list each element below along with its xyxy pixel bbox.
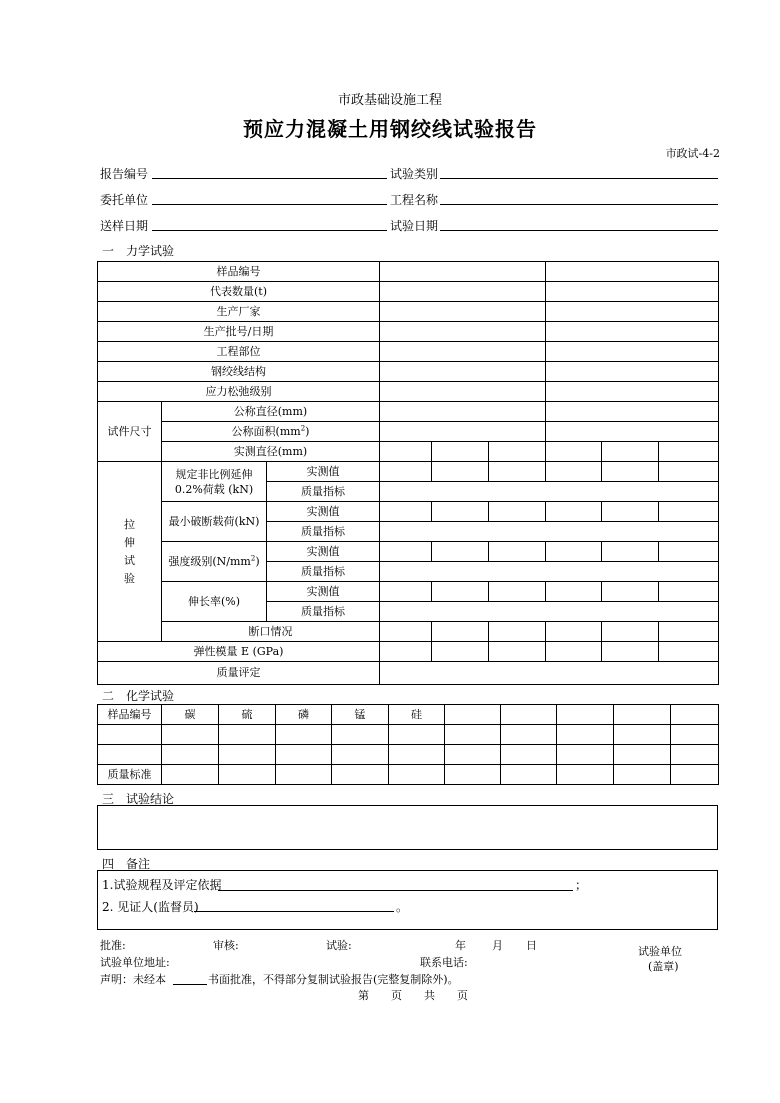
lab-address-label: 试验单位地址: bbox=[100, 956, 170, 969]
page-number: 第 页 共 页 bbox=[358, 989, 468, 1002]
cell[interactable] bbox=[546, 322, 719, 342]
cell[interactable] bbox=[602, 462, 659, 482]
tensile-group-label bbox=[98, 462, 162, 642]
cell[interactable] bbox=[162, 765, 219, 785]
sub-label: 实测值 bbox=[267, 502, 380, 522]
remark-line2-field[interactable] bbox=[194, 911, 394, 912]
cell[interactable] bbox=[546, 502, 602, 522]
cell[interactable] bbox=[380, 442, 432, 462]
report-no-label: 报告编号 bbox=[100, 167, 149, 181]
nom-area-sup: 2 bbox=[300, 423, 306, 432]
table-row bbox=[98, 642, 719, 662]
cell[interactable] bbox=[380, 302, 546, 322]
cell[interactable] bbox=[380, 582, 432, 602]
row-label: 工程部位 bbox=[98, 342, 380, 362]
cell[interactable] bbox=[489, 582, 546, 602]
cell[interactable] bbox=[219, 745, 276, 765]
table-row bbox=[98, 382, 719, 402]
tensile-vertical-text bbox=[98, 516, 161, 588]
table-row bbox=[98, 342, 719, 362]
cell[interactable] bbox=[276, 765, 332, 785]
cell[interactable] bbox=[380, 322, 546, 342]
sub-label: 质量指标 bbox=[267, 562, 380, 582]
sample-date-line[interactable] bbox=[152, 230, 387, 231]
cell[interactable] bbox=[501, 765, 557, 785]
cell[interactable] bbox=[380, 502, 432, 522]
table-row bbox=[98, 422, 719, 442]
cell[interactable] bbox=[380, 462, 432, 482]
report-no-line[interactable] bbox=[152, 178, 387, 179]
stamp-label: 试验单位 bbox=[638, 945, 682, 958]
cell[interactable] bbox=[332, 765, 389, 785]
row-label: 弹性模量 E (GPa) bbox=[98, 642, 380, 662]
sub-label: 质量指标 bbox=[267, 522, 380, 542]
cell[interactable] bbox=[445, 765, 501, 785]
project-label: 工程名称 bbox=[390, 193, 439, 207]
table-row bbox=[98, 322, 719, 342]
row-label: 应力松弛级别 bbox=[98, 382, 380, 402]
cell[interactable] bbox=[557, 705, 614, 725]
cell[interactable] bbox=[380, 382, 546, 402]
month-label: 月 bbox=[492, 939, 503, 952]
table-row bbox=[98, 745, 719, 765]
year-label: 年 bbox=[455, 939, 466, 952]
cell[interactable] bbox=[557, 765, 614, 785]
cell[interactable] bbox=[432, 502, 489, 522]
row-label bbox=[162, 422, 380, 442]
header-cell: 碳 bbox=[162, 705, 219, 725]
cell[interactable] bbox=[546, 422, 719, 442]
cell[interactable] bbox=[546, 642, 602, 662]
nom-area-end: ) bbox=[305, 424, 310, 438]
cell[interactable] bbox=[501, 705, 557, 725]
mechanical-test-table bbox=[97, 261, 719, 685]
cell[interactable] bbox=[659, 582, 719, 602]
cell[interactable] bbox=[380, 422, 546, 442]
cell[interactable] bbox=[489, 442, 546, 462]
stamp-note: (盖章) bbox=[648, 960, 679, 973]
tensile-char: 试 bbox=[124, 553, 135, 567]
sub-label: 实测值 bbox=[267, 462, 380, 482]
remark-line1-label: 1.试验规程及评定依据 bbox=[102, 878, 222, 892]
nom-area-text: 公称面积(mm bbox=[231, 424, 301, 438]
cell[interactable] bbox=[432, 542, 489, 562]
cell[interactable] bbox=[546, 402, 719, 422]
cell[interactable] bbox=[380, 622, 432, 642]
cell[interactable] bbox=[432, 462, 489, 482]
cell[interactable] bbox=[614, 705, 671, 725]
cell[interactable] bbox=[489, 642, 546, 662]
cell[interactable] bbox=[602, 542, 659, 562]
test-type-label: 试验类别 bbox=[390, 167, 439, 181]
approve-label: 批准: bbox=[100, 939, 126, 952]
cell[interactable] bbox=[380, 342, 546, 362]
cell[interactable] bbox=[332, 725, 389, 745]
cell[interactable] bbox=[546, 262, 719, 282]
header-cell: 硫 bbox=[219, 705, 276, 725]
cell[interactable] bbox=[659, 542, 719, 562]
client-line[interactable] bbox=[152, 204, 387, 205]
table-row bbox=[98, 442, 719, 462]
cell[interactable] bbox=[501, 745, 557, 765]
remark-line1-end: ； bbox=[575, 878, 588, 892]
cell[interactable] bbox=[546, 622, 602, 642]
section1-title: 一 力学试验 bbox=[102, 244, 175, 258]
review-label: 审核: bbox=[213, 939, 239, 952]
section3-title: 三 试验结论 bbox=[102, 792, 175, 806]
client-label: 委托单位 bbox=[100, 193, 149, 207]
cell[interactable] bbox=[445, 745, 501, 765]
tester-label: 试验: bbox=[326, 939, 352, 952]
row-label: 断口情况 bbox=[162, 622, 380, 642]
cell[interactable] bbox=[546, 542, 602, 562]
statement-end: 书面批准，不得部分复制试验报告(完整复制除外)。 bbox=[208, 973, 459, 986]
yield-label-1: 规定非比例延伸 bbox=[175, 467, 253, 481]
table-row bbox=[98, 402, 719, 422]
phone-label: 联系电话: bbox=[420, 956, 468, 969]
cell[interactable] bbox=[380, 362, 546, 382]
table-row bbox=[98, 765, 719, 785]
header-cell: 样品编号 bbox=[98, 705, 162, 725]
cell[interactable] bbox=[546, 302, 719, 322]
sub-label: 实测值 bbox=[267, 582, 380, 602]
cell[interactable] bbox=[445, 725, 501, 745]
cell[interactable] bbox=[489, 462, 546, 482]
table-row bbox=[98, 462, 719, 482]
header-cell: 锰 bbox=[332, 705, 389, 725]
table-row bbox=[98, 542, 719, 562]
row-label: 代表数量(t) bbox=[98, 282, 380, 302]
cell[interactable] bbox=[546, 442, 602, 462]
cell[interactable] bbox=[557, 725, 614, 745]
table-row bbox=[98, 622, 719, 642]
cell[interactable] bbox=[276, 725, 332, 745]
cell[interactable] bbox=[602, 622, 659, 642]
cell[interactable] bbox=[162, 725, 219, 745]
cell[interactable] bbox=[432, 642, 489, 662]
row-label: 生产批号/日期 bbox=[98, 322, 380, 342]
cell[interactable] bbox=[659, 642, 719, 662]
cell[interactable] bbox=[659, 462, 719, 482]
section2-title: 二 化学试验 bbox=[102, 689, 175, 703]
row-group-label: 试件尺寸 bbox=[98, 402, 162, 462]
header-cell: 磷 bbox=[276, 705, 332, 725]
strength-sup: 2 bbox=[250, 553, 256, 562]
cell[interactable] bbox=[671, 745, 719, 765]
cell[interactable] bbox=[501, 725, 557, 745]
cell[interactable] bbox=[557, 745, 614, 765]
statement-blank[interactable] bbox=[173, 984, 207, 985]
cell[interactable] bbox=[380, 562, 719, 582]
table-row bbox=[98, 302, 719, 322]
cell[interactable] bbox=[546, 342, 719, 362]
cell[interactable] bbox=[380, 522, 719, 542]
sub-label: 质量指标 bbox=[267, 482, 380, 502]
document-subtitle: 市政基础设施工程 bbox=[337, 93, 442, 108]
cell[interactable] bbox=[380, 262, 546, 282]
cell[interactable] bbox=[380, 402, 546, 422]
conclusion-box[interactable] bbox=[97, 805, 718, 850]
row-label: 钢绞线结构 bbox=[98, 362, 380, 382]
cell[interactable] bbox=[219, 765, 276, 785]
row-label: 伸长率(%) bbox=[162, 582, 267, 622]
yield-label-2: 0.2%荷载 (kN) bbox=[174, 482, 254, 496]
cell[interactable] bbox=[389, 765, 445, 785]
header-cell: 硅 bbox=[389, 705, 445, 725]
cell[interactable] bbox=[98, 725, 162, 745]
cell[interactable] bbox=[380, 482, 719, 502]
cell[interactable] bbox=[602, 642, 659, 662]
cell[interactable] bbox=[659, 622, 719, 642]
form-code: 市政试-4-2 bbox=[665, 147, 720, 160]
cell[interactable] bbox=[380, 282, 546, 302]
section4-title: 四 备注 bbox=[102, 857, 151, 871]
test-date-label: 试验日期 bbox=[390, 219, 439, 233]
table-row bbox=[98, 362, 719, 382]
cell[interactable] bbox=[98, 745, 162, 765]
cell[interactable] bbox=[546, 382, 719, 402]
row-label: 质量评定 bbox=[98, 662, 380, 685]
cell[interactable] bbox=[380, 542, 432, 562]
row-label: 实测直径(mm) bbox=[162, 442, 380, 462]
cell[interactable] bbox=[659, 442, 719, 462]
cell[interactable] bbox=[602, 582, 659, 602]
test-date-line[interactable] bbox=[440, 230, 718, 231]
cell[interactable] bbox=[432, 622, 489, 642]
document-title: 预应力混凝土用钢绞线试验报告 bbox=[243, 117, 537, 141]
cell[interactable] bbox=[546, 282, 719, 302]
table-row bbox=[98, 662, 719, 685]
statement-start: 声明：未经本 bbox=[100, 973, 166, 986]
cell[interactable] bbox=[380, 602, 719, 622]
remark-line2-label: 2. 见证人(监督员) bbox=[102, 900, 199, 914]
test-type-line[interactable] bbox=[440, 178, 718, 179]
table-row bbox=[98, 262, 719, 282]
cell[interactable] bbox=[219, 725, 276, 745]
cell[interactable] bbox=[389, 745, 445, 765]
cell[interactable] bbox=[602, 442, 659, 462]
tensile-char: 拉 bbox=[124, 517, 135, 531]
row-label bbox=[162, 542, 267, 582]
cell[interactable] bbox=[614, 725, 671, 745]
sub-label: 质量指标 bbox=[267, 602, 380, 622]
table-row bbox=[98, 502, 719, 522]
cell[interactable] bbox=[546, 462, 602, 482]
cell[interactable] bbox=[546, 582, 602, 602]
cell[interactable] bbox=[489, 622, 546, 642]
cell[interactable] bbox=[162, 745, 219, 765]
cell[interactable] bbox=[671, 765, 719, 785]
sample-date-label: 送样日期 bbox=[100, 219, 149, 233]
cell[interactable] bbox=[276, 745, 332, 765]
cell[interactable] bbox=[489, 542, 546, 562]
remark-line2-end: 。 bbox=[396, 900, 409, 914]
cell[interactable] bbox=[671, 725, 719, 745]
table-row bbox=[98, 725, 719, 745]
cell[interactable] bbox=[614, 765, 671, 785]
cell[interactable] bbox=[489, 502, 546, 522]
cell[interactable] bbox=[332, 745, 389, 765]
cell[interactable] bbox=[432, 442, 489, 462]
cell[interactable] bbox=[614, 745, 671, 765]
remark-line1-field[interactable] bbox=[218, 890, 573, 891]
cell[interactable] bbox=[659, 502, 719, 522]
cell[interactable] bbox=[380, 662, 719, 685]
sub-label: 实测值 bbox=[267, 542, 380, 562]
row-label: 质量标准 bbox=[98, 765, 162, 785]
row-label: 样品编号 bbox=[98, 262, 380, 282]
cell[interactable] bbox=[432, 582, 489, 602]
cell[interactable] bbox=[602, 502, 659, 522]
cell[interactable] bbox=[445, 705, 501, 725]
chemical-test-table bbox=[97, 704, 719, 785]
cell[interactable] bbox=[671, 705, 719, 725]
row-label: 生产厂家 bbox=[98, 302, 380, 322]
row-label: 最小破断载荷(kN) bbox=[162, 502, 267, 542]
cell[interactable] bbox=[380, 642, 432, 662]
row-label bbox=[162, 462, 267, 502]
project-line[interactable] bbox=[440, 204, 718, 205]
row-label: 公称直径(mm) bbox=[162, 402, 380, 422]
cell[interactable] bbox=[389, 725, 445, 745]
table-row bbox=[98, 582, 719, 602]
table-row bbox=[98, 282, 719, 302]
day-label: 日 bbox=[526, 939, 537, 952]
strength-end: ) bbox=[255, 554, 260, 568]
cell[interactable] bbox=[546, 362, 719, 382]
tensile-char: 伸 bbox=[124, 535, 135, 549]
tensile-char: 验 bbox=[124, 571, 135, 585]
table-row bbox=[98, 705, 719, 725]
strength-text: 强度级别(N/mm bbox=[168, 554, 251, 568]
